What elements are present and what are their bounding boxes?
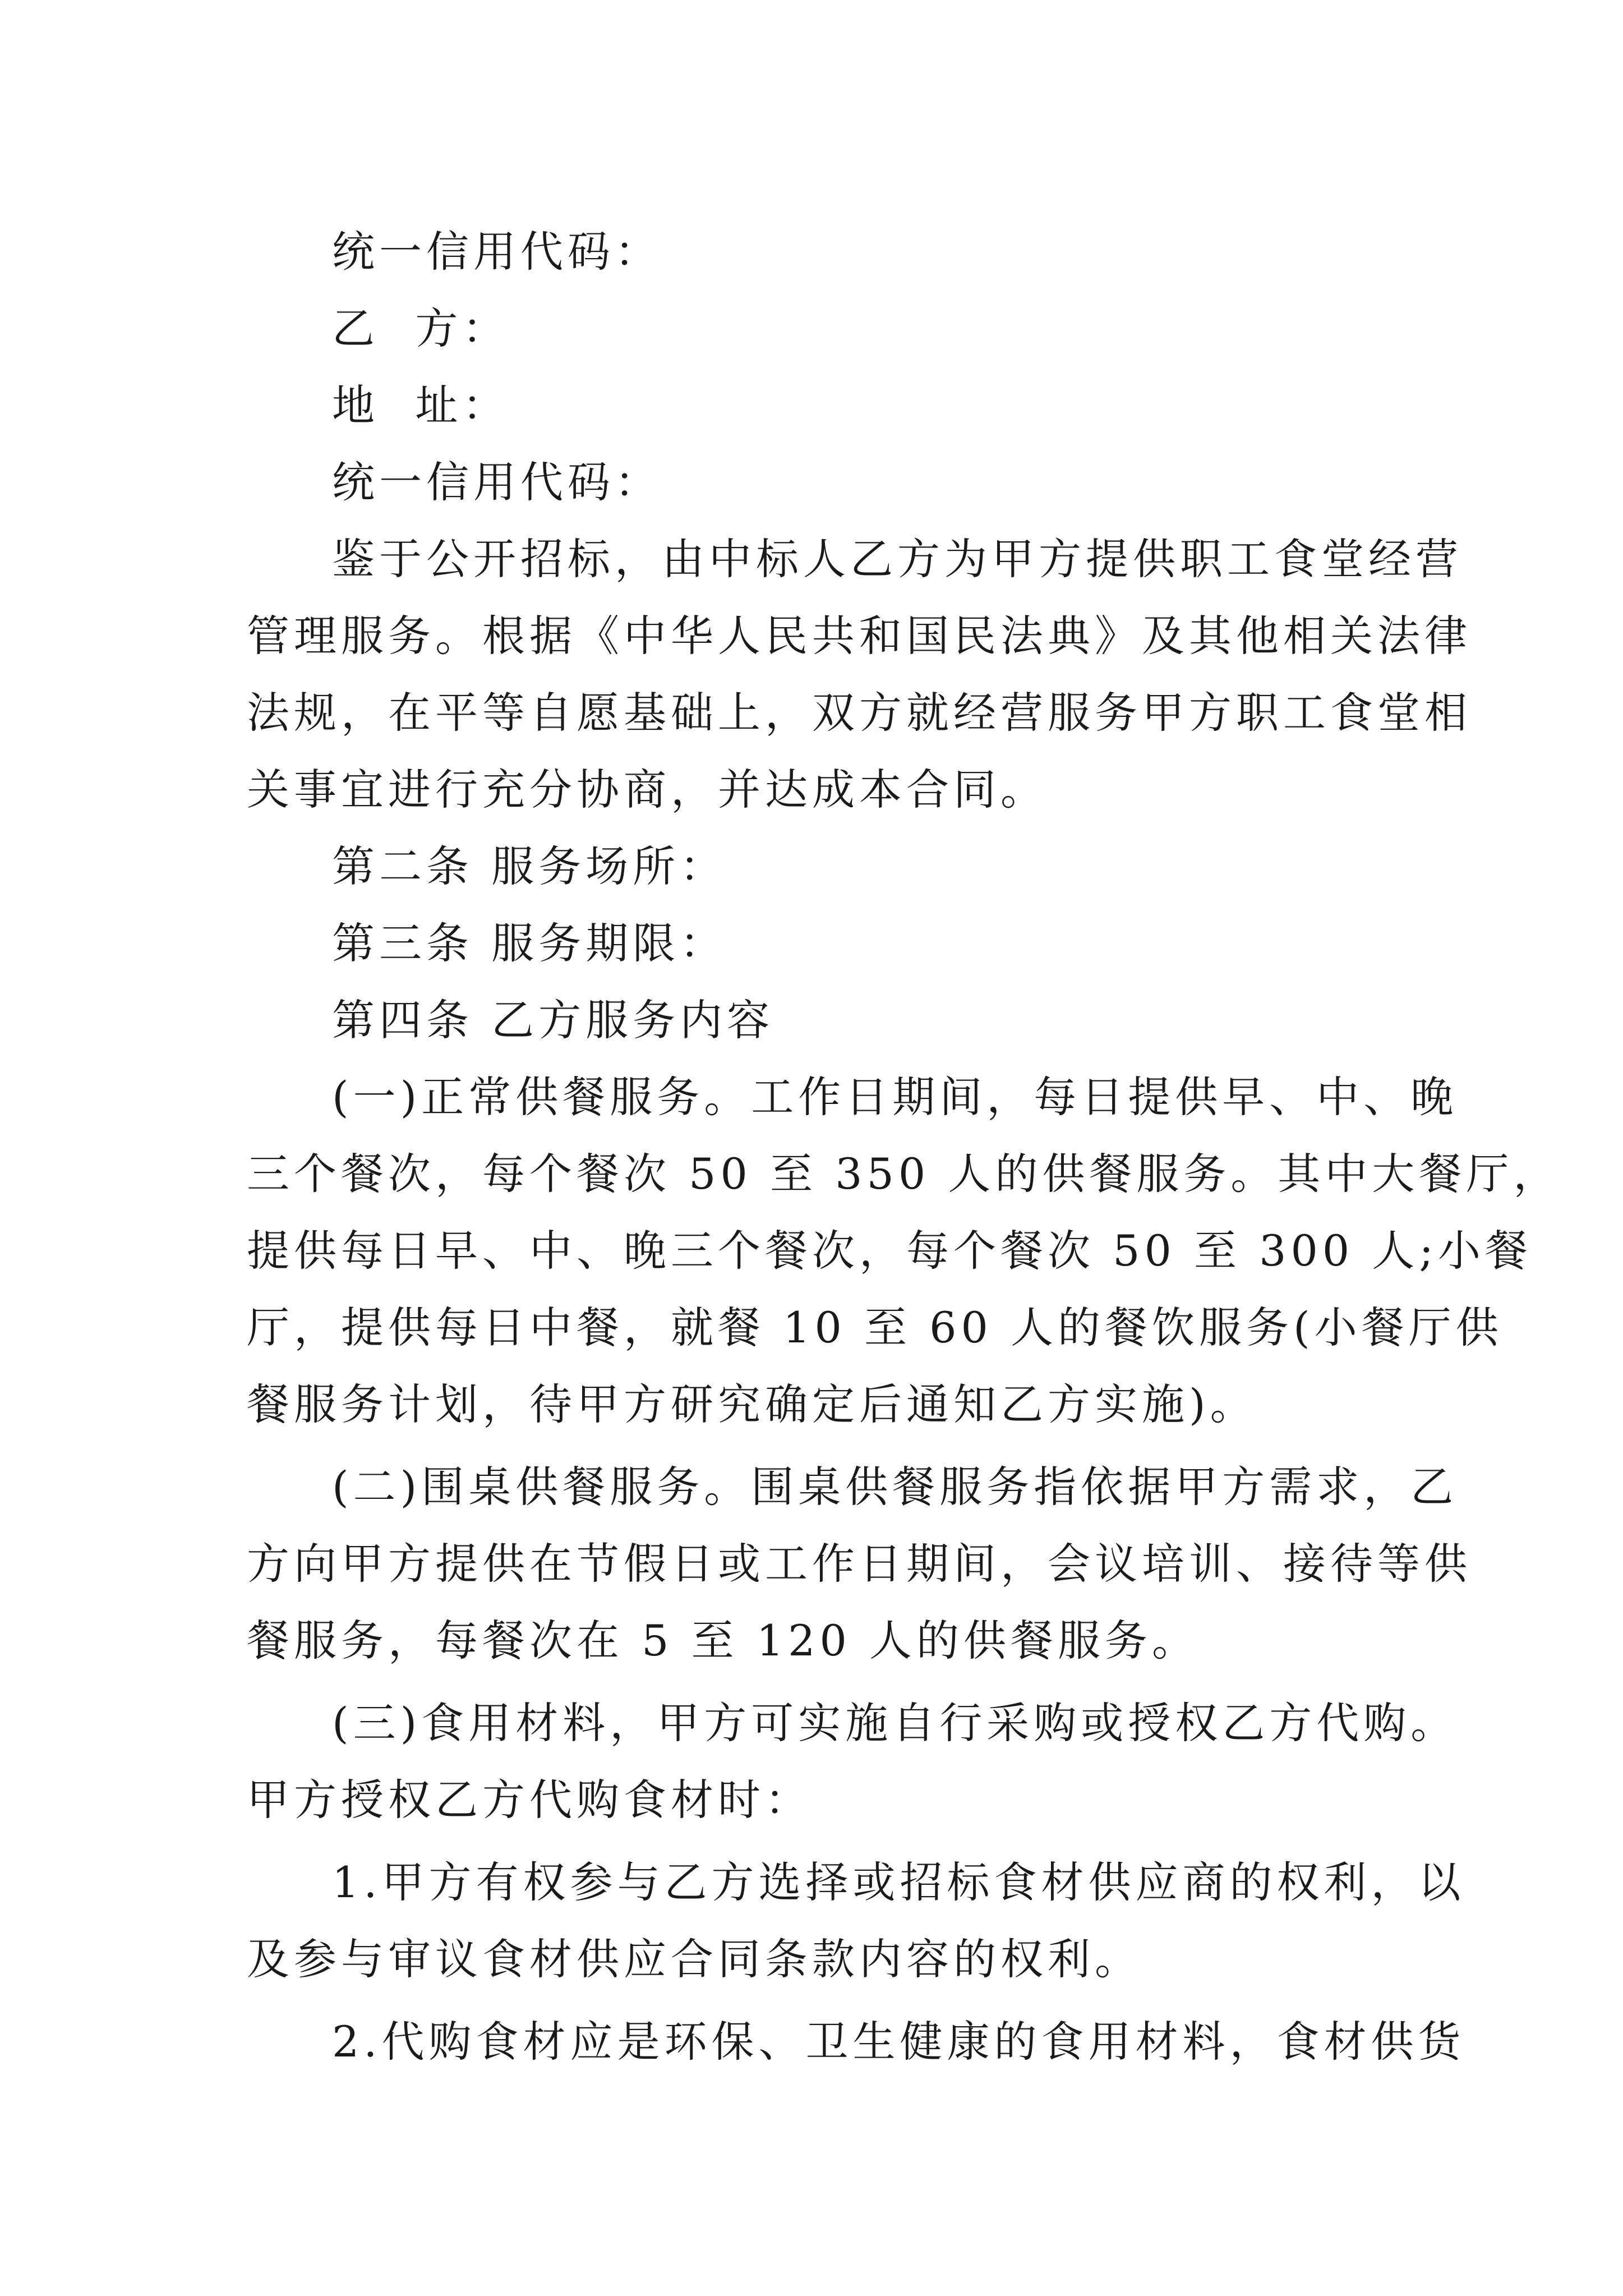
text-line: 餐服务计划，待甲方研究确定后通知乙方实施)。 [247, 1379, 1257, 1429]
text-line: 及参与审议食材供应合同条款内容的权利。 [247, 1934, 1142, 1984]
text-line: 法规，在平等自愿基础上，双方就经营服务甲方职工食堂相 [247, 688, 1472, 738]
text-line: 2.代购食材应是环保、卫生健康的食用材料，食材供货 [332, 2017, 1465, 2067]
text-line: 方向甲方提供在节假日或工作日期间，会议培训、接待等供 [247, 1539, 1472, 1589]
text-line: 乙 方： [332, 303, 510, 353]
text-line: 鉴于公开招标，由中标人乙方为甲方提供职工食堂经营 [332, 534, 1463, 584]
document-body [247, 213, 1561, 2080]
text-line: 统一信用代码： [332, 457, 662, 507]
text-line: 管理服务。根据《中华人民共和国民法典》及其他相关法律 [247, 611, 1472, 661]
text-line: 甲方授权乙方代购食材时： [247, 1775, 812, 1825]
text-line: 第三条 服务期限： [332, 918, 727, 968]
text-line: 三个餐次，每个餐次 50 至 350 人的供餐服务。其中大餐厅， [247, 1149, 1561, 1199]
text-line: 第二条 服务场所： [332, 841, 727, 891]
text-line: (三)食用材料，甲方可实施自行采购或授权乙方代购。 [332, 1698, 1458, 1748]
text-line: (二)围桌供餐服务。围桌供餐服务指依据甲方需求，乙 [332, 1462, 1458, 1512]
text-line: 1.甲方有权参与乙方选择或招标食材供应商的权利，以 [332, 1857, 1465, 1907]
text-line: 提供每日早、中、晚三个餐次，每个餐次 50 至 300 人;小餐 [247, 1226, 1533, 1276]
text-line: (一)正常供餐服务。工作日期间，每日提供早、中、晚 [332, 1072, 1458, 1122]
text-line: 地 址： [332, 380, 510, 430]
text-line: 统一信用代码： [332, 227, 662, 277]
text-line: 第四条 乙方服务内容 [332, 995, 774, 1045]
text-line: 餐服务，每餐次在 5 至 120 人的供餐服务。 [247, 1616, 1200, 1665]
text-line: 关事宜进行充分协商，并达成本合同。 [247, 765, 1048, 815]
text-line: 厅，提供每日中餐，就餐 10 至 60 人的餐饮服务(小餐厅供 [247, 1303, 1503, 1352]
